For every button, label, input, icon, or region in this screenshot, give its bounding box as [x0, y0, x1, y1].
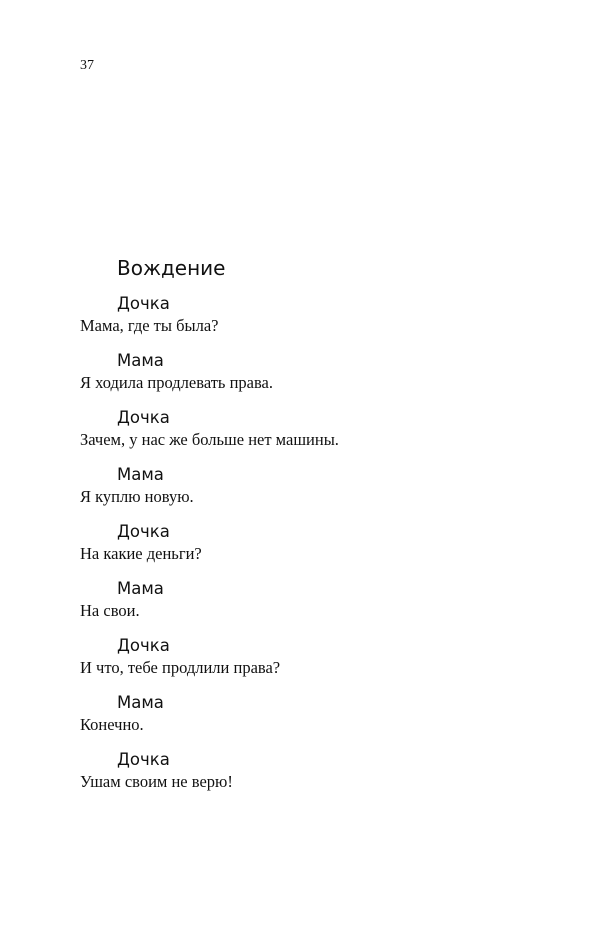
speaker-name: Дочка: [117, 408, 170, 427]
dialogue-line: Зачем, у нас же больше нет машины.: [80, 430, 339, 449]
dialogue-line: Я куплю новую.: [80, 487, 194, 506]
dialogue-entry: [80, 521, 560, 578]
dialogue-line: На свои.: [80, 601, 140, 620]
dialogue: [80, 293, 560, 806]
dialogue-entry: [80, 464, 560, 521]
page-number: 37: [80, 58, 94, 73]
section-title: Вождение: [117, 256, 226, 280]
speaker-name: Дочка: [117, 294, 170, 313]
dialogue-entry: [80, 692, 560, 749]
speaker-name: Дочка: [117, 750, 170, 769]
dialogue-line: Конечно.: [80, 715, 144, 734]
dialogue-line: Ушам своим не верю!: [80, 772, 233, 791]
speaker-name: Мама: [117, 351, 164, 370]
dialogue-entry: [80, 749, 560, 806]
speaker-name: Мама: [117, 579, 164, 598]
dialogue-line: На какие деньги?: [80, 544, 202, 563]
dialogue-entry: [80, 407, 560, 464]
speaker-name: Мама: [117, 693, 164, 712]
dialogue-line: Мама, где ты была?: [80, 316, 219, 335]
dialogue-entry: [80, 635, 560, 692]
dialogue-entry: [80, 350, 560, 407]
dialogue-entry: [80, 578, 560, 635]
speaker-name: Дочка: [117, 636, 170, 655]
dialogue-line: Я ходила продлевать права.: [80, 373, 273, 392]
speaker-name: Дочка: [117, 522, 170, 541]
dialogue-line: И что, тебе продлили права?: [80, 658, 281, 677]
dialogue-entry: [80, 293, 560, 350]
speaker-name: Мама: [117, 465, 164, 484]
